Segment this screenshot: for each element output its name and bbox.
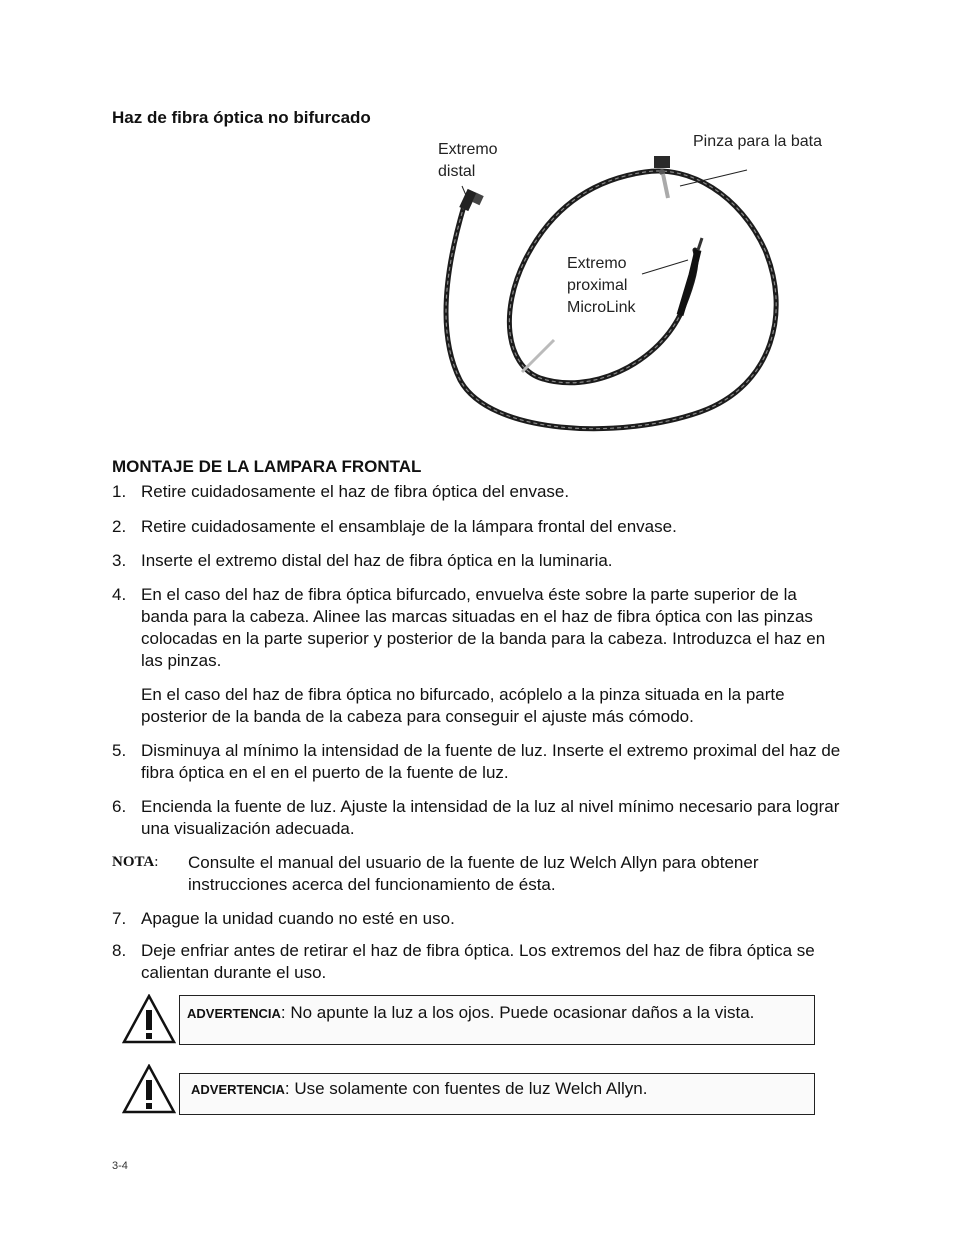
callout-proximal — [567, 253, 635, 319]
warning-triangle-icon — [122, 994, 176, 1044]
proximal-connector-icon — [680, 250, 698, 315]
callout-distal-line1: Extremo — [438, 141, 498, 158]
step-text: Encienda la fuente de luz. Ajuste la intensidad de la luz al nivel mínimo necesario para lograr una visualización adecuada. — [141, 797, 840, 838]
step-number: 7. — [112, 909, 127, 928]
page-number: 3-4 — [112, 1160, 128, 1172]
step-number: 6. — [112, 797, 127, 816]
step-text: Retire cuidadosamente el ensamblaje de la lámpara frontal del envase. — [141, 517, 677, 536]
warning-box — [179, 995, 815, 1045]
warning-text: : No apunte la luz a los ojos. Puede ocasionar daños a la vista. — [280, 1003, 755, 1022]
step-text: Retire cuidadosamente el haz de fibra óptica del envase. — [141, 482, 570, 501]
warning-triangle-icon — [122, 1064, 176, 1114]
section-heading-assembly: MONTAJE DE LA LAMPARA FRONTAL — [112, 457, 422, 476]
warning-label: ADVERTENCIA — [191, 1082, 285, 1097]
callout-distal — [438, 139, 498, 183]
step-number: 8. — [112, 941, 127, 960]
callout-proximal-line3: MicroLink — [567, 299, 636, 316]
leader-line-proximal — [642, 260, 688, 274]
warning-label: ADVERTENCIA — [187, 1006, 281, 1021]
step-number: 2. — [112, 517, 127, 536]
coat-clip-strap — [663, 174, 668, 198]
step-number: 1. — [112, 482, 127, 501]
coat-clip-icon — [654, 156, 670, 168]
note-text: Consulte el manual del usuario de la fuente de luz Welch Allyn para obtener instrucciones acerca del funcionamiento de ésta. — [188, 853, 759, 894]
note-label — [112, 853, 158, 871]
callout-proximal-line2: proximal — [567, 277, 628, 294]
proximal-tip-icon — [698, 238, 702, 250]
step-number: 3. — [112, 551, 127, 570]
step-extra-paragraph: En el caso del haz de fibra óptica no bifurcado, acóplelo a la pinza situada en la parte posterior de la banda de la cabeza para conseguir el ajuste más cómodo. — [141, 685, 785, 726]
callout-proximal-line1: Extremo — [567, 255, 627, 272]
step-text: Apague la unidad cuando no esté en uso. — [141, 909, 455, 928]
step-text: Deje enfriar antes de retirar el haz de fibra óptica. Los extremos del haz de fibra óptica se calientan durante el uso. — [141, 941, 815, 982]
step-number: 5. — [112, 741, 127, 760]
note-label-text: NOTA — [112, 854, 155, 870]
step-text: Inserte el extremo distal del haz de fibra óptica en la luminaria. — [141, 551, 613, 570]
note-label-colon: : — [154, 854, 159, 870]
section-heading-fiber: Haz de fibra óptica no bifurcado — [112, 108, 371, 127]
step-text: Disminuya al mínimo la intensidad de la fuente de luz. Inserte el extremo proximal del haz de fibra óptica en el en el puerto de la fuente de luz. — [141, 741, 841, 782]
callout-clip: Pinza para la bata — [693, 133, 822, 150]
callout-distal-line2: distal — [438, 163, 476, 180]
marker-band — [522, 340, 554, 372]
warning-box — [179, 1073, 815, 1115]
step-number: 4. — [112, 585, 127, 604]
step-text: En el caso del haz de fibra óptica bifurcado, envuelva éste sobre la parte superior de la banda para la cabeza. Alinee las marcas situadas en el haz de fibra óptica con las pinzas colocadas en la parte superior y posterior de la banda para la cabeza. Introduzca el haz en las pinzas. — [141, 585, 826, 670]
warning-text: : Use solamente con fuentes de luz Welch Allyn. — [284, 1079, 648, 1098]
